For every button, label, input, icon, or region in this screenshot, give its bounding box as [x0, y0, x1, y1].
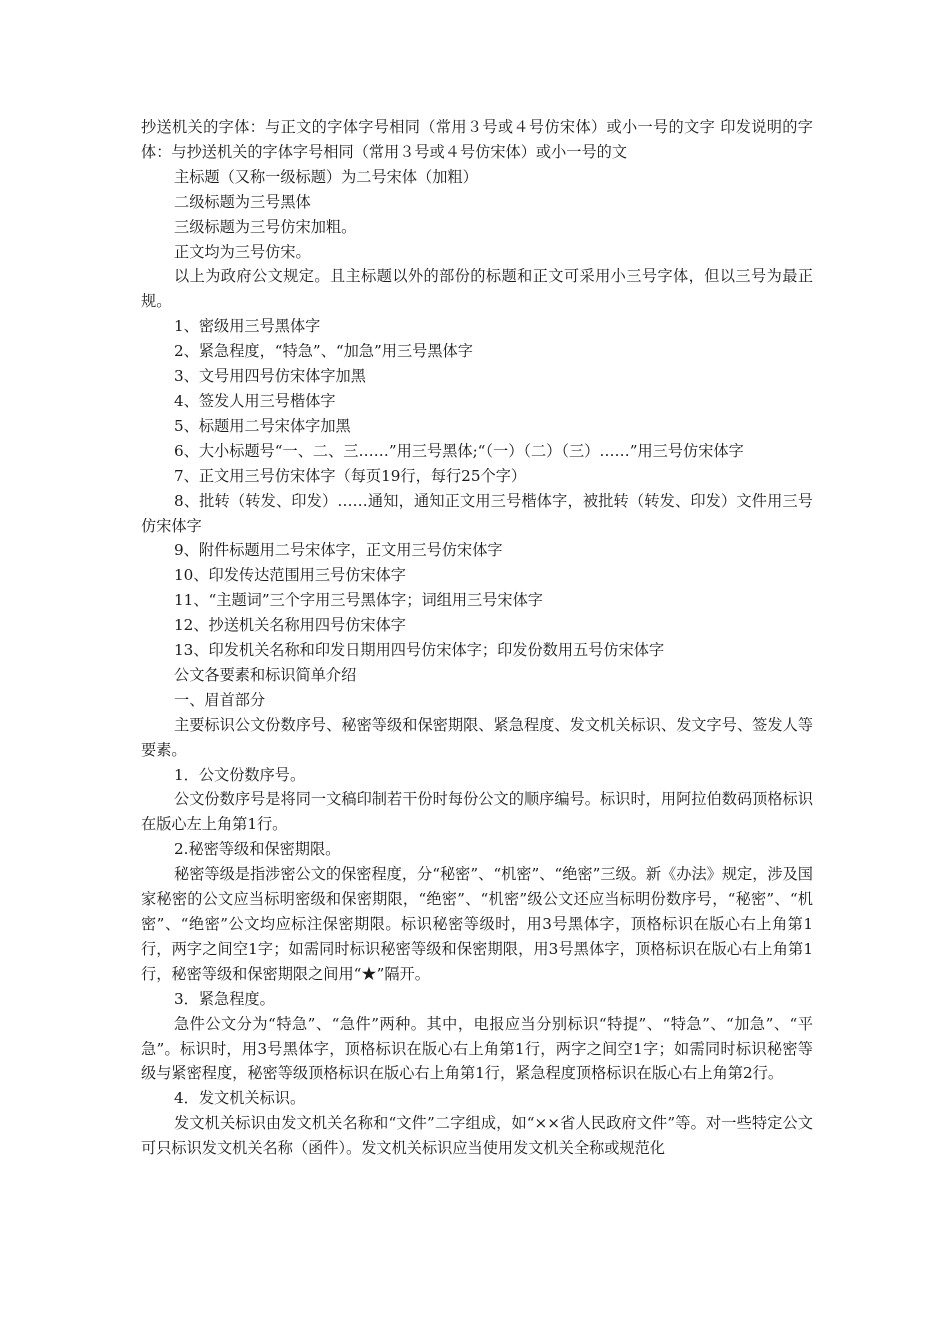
list-item: 4、签发人用三号楷体字	[174, 391, 336, 410]
paragraph: 三级标题为三号仿宋加粗。	[174, 217, 357, 236]
list-item: 1、密级用三号黑体字	[174, 317, 321, 336]
paragraph: 秘密等级是指涉密公文的保密程度，分“秘密”、“机密”、“绝密”三级。新《办法》规定，涉及国家秘密的公文应当标明密级和保密期限，“绝密”、“机密”级公文还应当标明份数序号，“秘密”、“机密”、“绝密”公文均应标注保密期限。标识秘密等级时，用3号黑体字，顶格标识在版心右上角第1行，两字之间空1字；如需同时标识秘密等级和保密期限，用3号黑体字，顶格标识在版心右上角第1行，秘密等级和保密期限之间用“★”隔开。	[141, 865, 813, 983]
list-item: 9、附件标题用二号宋体字，正文用三号仿宋体字	[174, 541, 503, 560]
list-item: 3、文号用四号仿宋体字加黑	[174, 367, 366, 386]
subsection-heading: 4．发文机关标识。	[174, 1089, 306, 1108]
document-body	[141, 115, 813, 1161]
subsection-heading: 2.秘密等级和保密期限。	[174, 840, 341, 859]
section-heading: 公文各要素和标识简单介绍	[174, 665, 357, 684]
list-item: 11、“主题词”三个字用三号黑体字；词组用三号宋体字	[174, 591, 543, 610]
subsection-heading: 3．紧急程度。	[174, 989, 275, 1008]
list-item: 12、抄送机关名称用四号仿宋体字	[174, 616, 406, 635]
paragraph: 二级标题为三号黑体	[174, 192, 311, 211]
paragraph: 主标题（又称一级标题）为二号宋体（加粗）	[174, 167, 478, 186]
list-item: 10、印发传达范围用三号仿宋体字	[174, 566, 406, 585]
list-item: 7、正文用三号仿宋体字（每页19行，每行25个字）	[174, 466, 527, 485]
paragraph: 公文份数序号是将同一文稿印制若干份时每份公文的顺序编号。标识时，用阿拉伯数码顶格标识在版心左上角第1行。	[141, 790, 813, 834]
subsection-heading: 1．公文份数序号。	[174, 765, 306, 784]
paragraph: 以上为政府公文规定。且主标题以外的部份的标题和正文可采用小三号字体，但以三号为最正规。	[141, 267, 813, 311]
paragraph: 主要标识公文份数序号、秘密等级和保密期限、紧急程度、发文机关标识、发文字号、签发人等要素。	[141, 715, 813, 759]
paragraph: 正文均为三号仿宋。	[174, 242, 311, 261]
list-item: 13、印发机关名称和印发日期用四号仿宋体字；印发份数用五号仿宋体字	[174, 641, 665, 660]
paragraph: 发文机关标识由发文机关名称和“文件”二字组成，如“××省人民政府文件”等。对一些特定公文可只标识发文机关名称（函件）。发文机关标识应当使用发文机关全称或规范化	[141, 1114, 813, 1158]
list-item: 8、批转（转发、印发）……通知，通知正文用三号楷体字，被批转（转发、印发）文件用三号仿宋体字	[141, 491, 813, 535]
section-heading: 一、眉首部分	[174, 690, 266, 709]
list-item: 6、大小标题号“一、二、三……”用三号黑体;“（一）（二）（三）……”用三号仿宋体字	[174, 441, 744, 460]
list-item: 2、紧急程度，“特急”、“加急”用三号黑体字	[174, 342, 473, 361]
paragraph: 抄送机关的字体：与正文的字体字号相同（常用３号或４号仿宋体）或小一号的文字 印发说明的字体：与抄送机关的字体字号相同（常用３号或４号仿宋体）或小一号的文	[141, 118, 813, 161]
list-item: 5、标题用二号宋体字加黑	[174, 416, 351, 435]
paragraph: 急件公文分为“特急”、“急件”两种。其中，电报应当分别标识“特提”、“特急”、“加急”、“平急”。标识时，用3号黑体字，顶格标识在版心右上角第1行，两字之间空1字；如需同时标识秘密等级与紧密程度，秘密等级顶格标识在版心右上角第1行，紧急程度顶格标识在版心右上角第2行。	[141, 1014, 813, 1083]
